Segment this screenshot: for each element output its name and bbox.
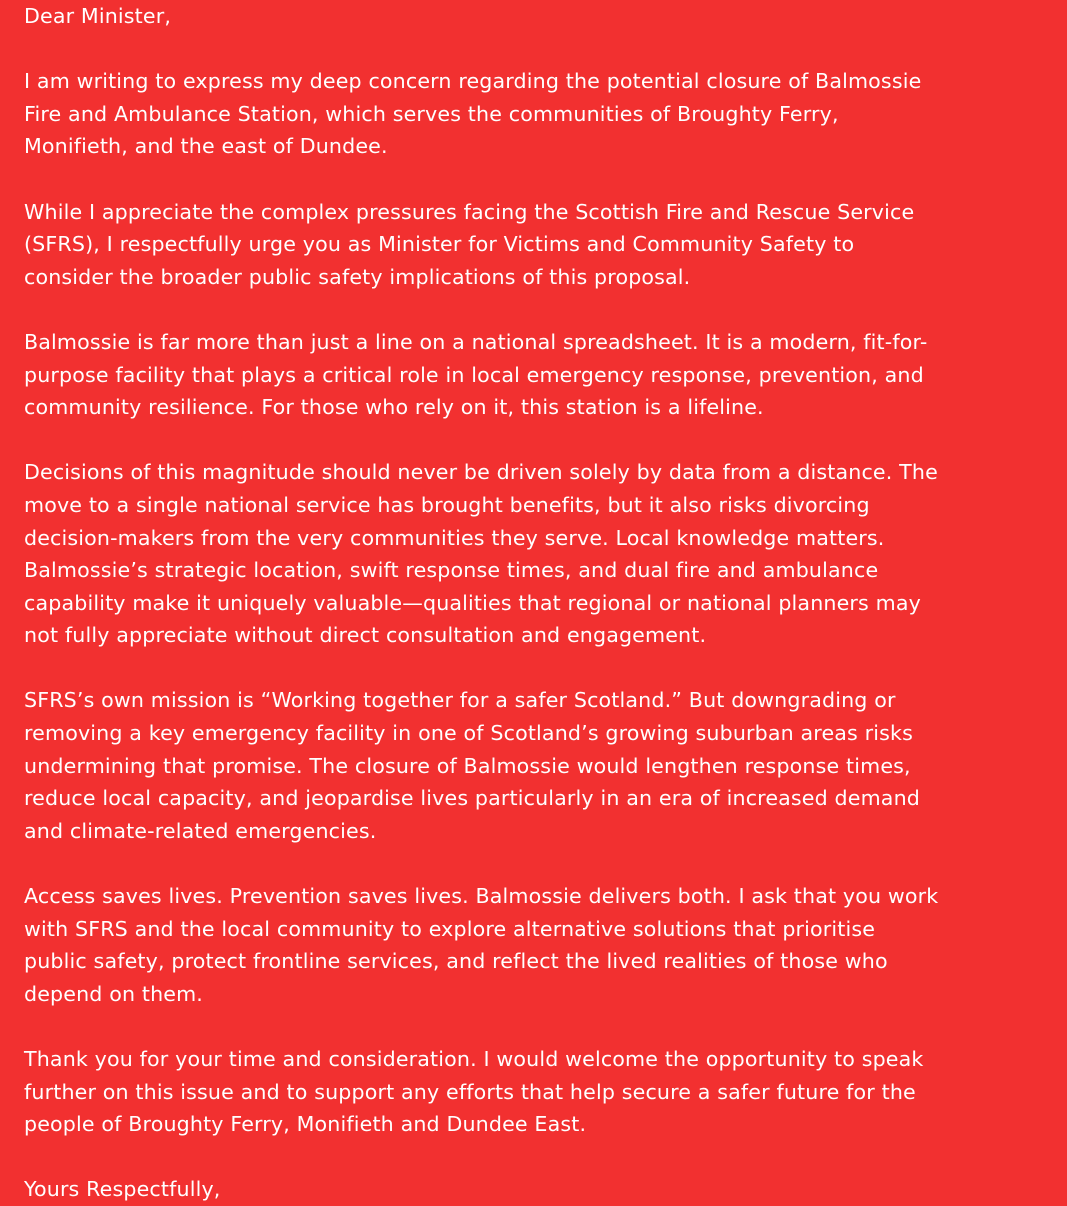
paragraph-line: capability make it uniquely valuable—qualities that regional or national planners may (24, 590, 921, 615)
closing: Yours Respectfully, (24, 1177, 221, 1202)
paragraph-line: further on this issue and to support any efforts that help secure a safer future for the (24, 1079, 916, 1104)
paragraph-line: community resilience. For those who rely on it, this station is a lifeline. (24, 395, 764, 420)
paragraph-line: Balmossie’s strategic location, swift response times, and dual fire and ambulance (24, 558, 879, 583)
paragraph-gap (24, 1141, 1064, 1174)
paragraph-line: Fire and Ambulance Station, which serves the communities of Broughty Ferry, (24, 101, 839, 126)
paragraph-line: decision-makers from the very communities they serve. Local knowledge matters. (24, 525, 885, 550)
paragraph-1 (24, 65, 1064, 163)
paragraph-line: Monifieth, and the east of Dundee. (24, 134, 388, 159)
paragraph-line: not fully appreciate without direct consultation and engagement. (24, 623, 707, 648)
paragraph-line: move to a single national service has brought benefits, but it also risks divorcing (24, 492, 870, 517)
paragraph-gap (24, 293, 1064, 326)
paragraph-line: I am writing to express my deep concern regarding the potential closure of Balmossie (24, 69, 922, 94)
paragraph-line: Decisions of this magnitude should never be driven solely by data from a distance. The (24, 460, 938, 485)
paragraph-gap (24, 33, 1064, 66)
paragraph-line: Thank you for your time and consideration. I would welcome the opportunity to speak (24, 1047, 924, 1071)
paragraph-7 (24, 1043, 1064, 1141)
paragraph-line: and climate-related emergencies. (24, 818, 377, 843)
paragraph-3 (24, 326, 1064, 424)
paragraph-gap (24, 424, 1064, 457)
paragraph-line: removing a key emergency facility in one of Scotland’s growing suburban areas risks (24, 721, 913, 746)
letter-body (24, 0, 1064, 1206)
salutation: Dear Minister, (24, 4, 172, 28)
paragraph-gap (24, 847, 1064, 880)
paragraph-line: depend on them. (24, 981, 204, 1006)
paragraph-line: Access saves lives. Prevention saves lives. Balmossie delivers both. I ask that you work (24, 884, 939, 909)
paragraph-line: with SFRS and the local community to explore alternative solutions that prioritise (24, 916, 876, 941)
paragraph-gap (24, 652, 1064, 685)
paragraph-2 (24, 196, 1064, 294)
paragraph-gap (24, 163, 1064, 196)
paragraph-line: SFRS’s own mission is “Working together for a safer Scotland.” But downgrading or (24, 688, 896, 713)
paragraph-line: undermining that promise. The closure of Balmossie would lengthen response times, (24, 753, 911, 778)
paragraph-6 (24, 880, 1064, 1010)
paragraph-line: purpose facility that plays a critical role in local emergency response, prevention, and (24, 362, 924, 387)
paragraph-4 (24, 456, 1064, 652)
paragraph-gap (24, 1010, 1064, 1043)
paragraph-line: consider the broader public safety implications of this proposal. (24, 264, 691, 289)
paragraph-line: reduce local capacity, and jeopardise lives particularly in an era of increased demand (24, 786, 920, 811)
paragraph-line: (SFRS), I respectfully urge you as Minister for Victims and Community Safety to (24, 232, 855, 257)
paragraph-line: people of Broughty Ferry, Monifieth and Dundee East. (24, 1112, 587, 1137)
paragraph-5 (24, 684, 1064, 847)
paragraph-line: Balmossie is far more than just a line on a national spreadsheet. It is a modern, fit-for- (24, 329, 928, 354)
paragraph-line: public safety, protect frontline services, and reflect the lived realities of those who (24, 949, 888, 974)
paragraph-line: While I appreciate the complex pressures facing the Scottish Fire and Rescue Service (24, 199, 915, 224)
